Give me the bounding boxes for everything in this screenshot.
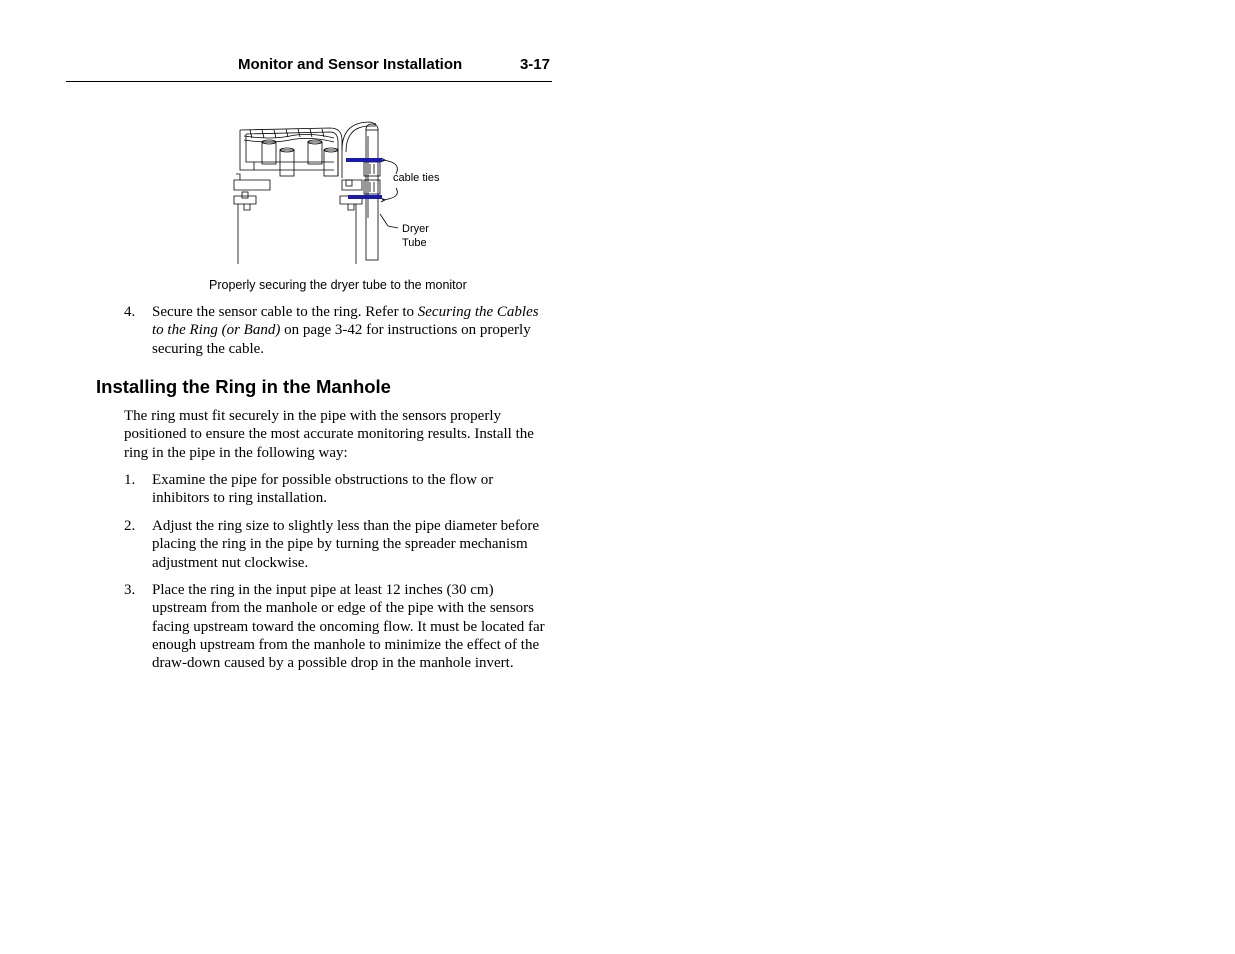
dryer-tube-figure <box>230 118 470 266</box>
step-text: Place the ring in the input pipe at least 12 inches (30 cm) upstream from the manhole or edge of the pipe with the sensors facing upstream toward the oncoming flow. It must be located far enough upstream from the manhole to minimize the effect of the draw-down caused by a possible drop in the manhole invert. <box>152 582 545 672</box>
step-number: 3. <box>124 582 136 598</box>
running-header <box>66 55 552 82</box>
cable-tie-lower <box>348 195 382 199</box>
figure-caption: Properly securing the dryer tube to the monitor <box>209 278 467 292</box>
section-intro: The ring must fit securely in the pipe with the sensors properly positioned to ensure the most accurate monitoring results. Install the ring in the pipe in the following way: <box>124 408 534 461</box>
list-item <box>124 581 554 691</box>
cross-reference-title: Securing the Cables to the Ring (or Band) <box>152 304 539 339</box>
section-heading: Installing the Ring in the Manhole <box>96 376 391 397</box>
header-title: Monitor and Sensor Installation <box>238 56 463 73</box>
step-number: 2. <box>124 518 136 534</box>
header-page-number: 3-17 <box>519 56 550 73</box>
list-item <box>124 471 554 509</box>
label-tube: Tube <box>402 237 427 249</box>
cable-tie-upper <box>346 158 382 162</box>
step-number: 4. <box>124 304 136 320</box>
step-text: Adjust the ring size to slightly less than the pipe diameter before placing the ring in the pipe by turning the spreader mechanism adjustment nut clockwise. <box>152 518 539 571</box>
label-dryer: Dryer <box>402 223 429 235</box>
step-text: Examine the pipe for possible obstructions to the flow or inhibitors to ring installation. <box>152 472 494 507</box>
step-number: 1. <box>124 472 136 488</box>
label-cable-ties: cable ties <box>393 172 440 184</box>
step-text-part: Secure the sensor cable to the ring. Refer to <box>152 304 418 320</box>
step-text-part: on page 3-42 for instructions on properly securing the cable. <box>152 322 531 357</box>
step-text <box>152 303 552 358</box>
list-item <box>124 303 554 359</box>
list-item <box>124 517 554 573</box>
monitor-illustration <box>230 118 470 266</box>
